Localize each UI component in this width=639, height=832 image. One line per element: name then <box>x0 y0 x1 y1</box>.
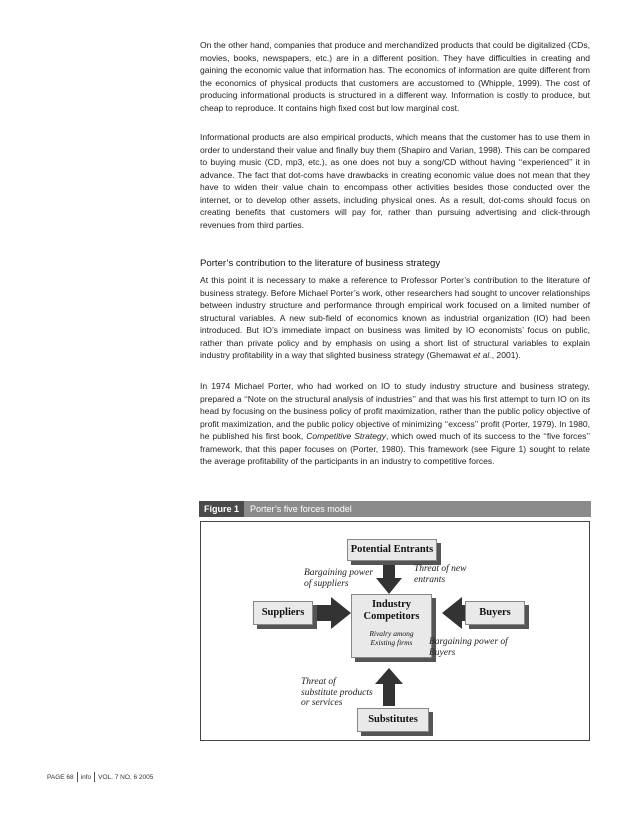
paragraph-porter-contribution: At this point it is necessary to make a reference to Professor Porter’s contribution to the literature of business strategy. Before Michael Porter’s work, other researchers had sought to uncover relationships between industry structure and performance through empirical work focused on a limited number of structural variables. A new sub-field of economics known as industrial organization (IO) had been introduced. But IO’s immediate impact on business was limited by IO economists’ focus on public, rather than private policy and by emphasis on using a short list of structural variables to explain industry profitability in a way that slighted business strategy (Ghemawat et al., 2001). <box>200 275 590 360</box>
arrow-substitutes <box>375 668 403 706</box>
five-forces-diagram <box>200 521 590 741</box>
industry-competitors-box <box>351 594 432 658</box>
rivalry-label: Rivalry among <box>369 629 414 638</box>
section-heading: Porter’s contribution to the literature of business strategy <box>200 258 441 269</box>
paragraph-digitalized-products: On the other hand, companies that produce and merchandized products that could be digitalized (CDs, movies, books, newspapers, etc.) are in a different position. They have difficulties in creating and gaining the economic value that information has. The economics of information are quite different from the economics of physical products that customers are accustomed to (Whipple, 1999). The cost of producing informational products is structured in a different way. Information is costly to produce, but cheap to reproduce. It contains high fixed cost but low marginal cost. <box>200 40 590 113</box>
bargaining-power-buyers-label: Bargaining power of Buyers <box>429 637 508 658</box>
paragraph-empirical-products: Informational products are also empirical products, which means that the customer has to use them in order to understand their value and finally buy them (Shapiro and Varian, 1998). This can be compared to buying music (CD, mp3, etc.), as one does not buy a song/CD without having ‘‘experienced’’ it in advance. The fact that dot-coms have drawbacks in creating economic value does not mean that they have to widen their value chain to encompass other activities besides those conducted over the internet, or to develop other assets, including physical ones. As a result, dot-coms should focus on creating benefits that customers will pay for, rather than pursuing advertising and click-through revenues from third parties. <box>200 132 590 230</box>
threat-new-entrants-label: Threat of new entrants <box>414 564 467 585</box>
suppliers-box: Suppliers <box>253 601 313 625</box>
industry-label: Industry <box>371 599 412 610</box>
buyers-box: Buyers <box>465 601 525 625</box>
journal-name: info <box>80 773 92 781</box>
competitors-label: Competitors <box>363 611 420 622</box>
arrow-suppliers <box>308 597 351 629</box>
arrow-entrants <box>376 564 402 594</box>
threat-substitutes-label: Threat of substitute products or services <box>301 677 373 708</box>
paragraph-five-forces-history: In 1974 Michael Porter, who had worked on IO to study industry structure and business strategy, prepared a ‘‘Note on the structural analysis of industries’’ and that was his first attempt to turn IO on its head by focusing on the business policy of profit maximization, rather than the public policy objective of profit maximization, and the public policy objective of minimizing ‘‘excess’’ profit (Porter, 1979). In 1980, he published his first book, Competitive Strategy, which owed much of its success to the ‘‘five forces’’ framework, that this paper focuses on (Porter, 1980). This framework (see Figure 1) sought to relate the average profitability of the participants in an industry to competitive forces. <box>200 381 590 466</box>
page-footer <box>47 772 153 782</box>
bargaining-power-suppliers-label: Bargaining power of suppliers <box>304 568 374 589</box>
page-number: PAGE 68 <box>47 773 74 781</box>
figure-title: Porter’s five forces model <box>250 504 352 514</box>
existing-firms-label: Existing firms <box>370 638 413 647</box>
volume-info: VOL. 7 NO. 6 2005 <box>98 773 154 781</box>
potential-entrants-box: Potential Entrants <box>347 539 437 561</box>
figure-label: Figure 1 <box>199 501 244 517</box>
figure-caption-bar <box>199 501 591 517</box>
substitutes-box: Substitutes <box>357 708 429 732</box>
